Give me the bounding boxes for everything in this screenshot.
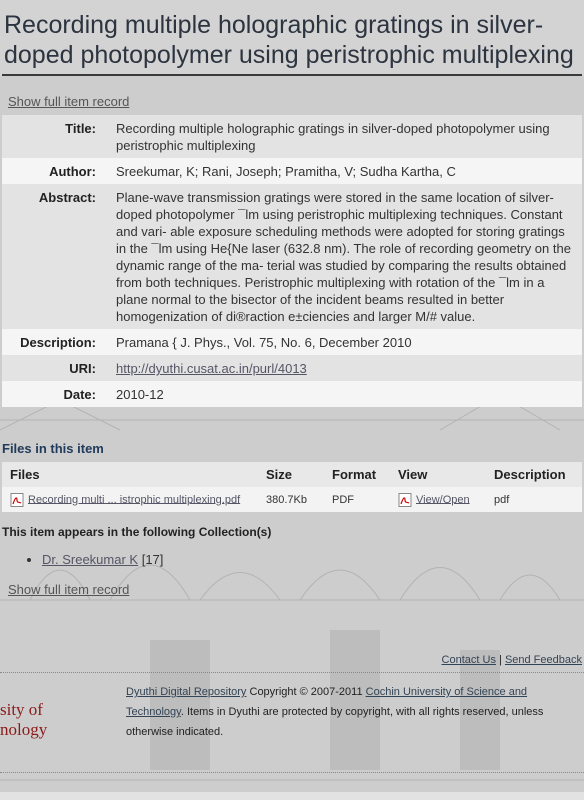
collections-heading: This item appears in the following Collection(s) bbox=[2, 525, 272, 539]
file-format: PDF bbox=[324, 487, 390, 512]
footer-divider bbox=[0, 672, 584, 673]
meta-label: Author: bbox=[2, 158, 102, 184]
files-col-header: Description bbox=[486, 462, 582, 487]
footer-links bbox=[0, 654, 582, 666]
meta-label: URI: bbox=[2, 355, 102, 381]
meta-row-author bbox=[2, 158, 582, 184]
show-full-record-link[interactable]: Show full item record bbox=[8, 94, 130, 109]
files-col-header: Format bbox=[324, 462, 390, 487]
rights-text: . Items in Dyuthi are protected by copyright, with all rights reserved, unless otherwise indicated. bbox=[126, 706, 544, 738]
file-size: 380.7Kb bbox=[258, 487, 324, 512]
meta-value: 2010-12 bbox=[102, 381, 582, 407]
logo-line: sity of bbox=[0, 700, 43, 719]
files-col-header: Files bbox=[2, 462, 258, 487]
file-name-cell bbox=[2, 487, 258, 512]
page-title: Recording multiple holographic gratings in silver-doped photopolymer using peristrophic multiplexing bbox=[2, 6, 582, 76]
collections-list bbox=[0, 552, 584, 567]
file-description: pdf bbox=[486, 487, 582, 512]
pdf-icon bbox=[10, 493, 24, 507]
files-heading: Files in this item bbox=[2, 441, 104, 456]
title-block bbox=[0, 0, 584, 76]
meta-value: Pramana { J. Phys., Vol. 75, No. 6, December 2010 bbox=[102, 329, 582, 355]
list-item bbox=[42, 552, 584, 567]
meta-row-abstract bbox=[2, 184, 582, 329]
university-logo bbox=[0, 700, 47, 740]
meta-row-title bbox=[2, 115, 582, 158]
meta-value: Plane-wave transmission gratings were stored in the same location of silver-doped photopolymer ¯lm using peristrophic multiplexing techniques. Constant and vari- able exposure scheduling methods were adopted for storing gratings in the ¯lm using He{Ne laser (632.8 nm). The role of recording geometry on the dynamic range of the ma- terial was studied by comparing the results obtained from both techniques. Peristrophic multiplexing with rotation of the ¯lm in a plane normal to the bisector of the incident beams resulted in better homogenization of di®raction e±ciencies and larger M/# value. bbox=[102, 184, 582, 329]
pdf-icon bbox=[398, 493, 412, 507]
contact-us-link[interactable]: Contact Us bbox=[441, 654, 496, 666]
footer-copyright bbox=[126, 682, 566, 742]
send-feedback-link[interactable]: Send Feedback bbox=[504, 654, 582, 666]
repository-link[interactable]: Dyuthi Digital Repository bbox=[126, 686, 247, 698]
file-link[interactable]: Recording multi ... istrophic multiplexing.pdf bbox=[28, 493, 241, 506]
files-col-header: Size bbox=[258, 462, 324, 487]
view-open-link[interactable]: View/Open bbox=[416, 493, 470, 506]
meta-label: Description: bbox=[2, 329, 102, 355]
meta-label: Date: bbox=[2, 381, 102, 407]
metadata-table bbox=[2, 115, 582, 407]
meta-row-uri bbox=[2, 355, 582, 381]
footer-separator: | bbox=[499, 654, 502, 666]
file-view-cell bbox=[390, 487, 486, 512]
uri-link[interactable]: http://dyuthi.cusat.ac.in/purl/4013 bbox=[116, 361, 307, 376]
collection-link[interactable]: Dr. Sreekumar K bbox=[42, 552, 139, 567]
meta-value: Recording multiple holographic gratings in silver-doped photopolymer using peristrophic multiplexing bbox=[102, 115, 582, 158]
footer-divider-bottom bbox=[0, 772, 584, 773]
footer-band bbox=[0, 792, 584, 800]
meta-row-description bbox=[2, 329, 582, 355]
meta-label: Title: bbox=[2, 115, 102, 158]
show-full-record-link-bottom[interactable]: Show full item record bbox=[8, 582, 130, 597]
meta-value: Sreekumar, K; Rani, Joseph; Pramitha, V; Sudha Kartha, C bbox=[102, 158, 582, 184]
university-link[interactable]: Cochin University of Science and Technology bbox=[126, 686, 528, 718]
collection-count: [17] bbox=[141, 552, 164, 567]
logo-line: nology bbox=[0, 720, 48, 739]
meta-label: Abstract: bbox=[2, 184, 102, 329]
files-table bbox=[2, 462, 582, 512]
copyright-text: Copyright © 2007-2011 bbox=[246, 686, 366, 698]
meta-row-date bbox=[2, 381, 582, 407]
files-col-header: View bbox=[390, 462, 486, 487]
table-row bbox=[2, 487, 582, 512]
meta-value bbox=[102, 355, 582, 381]
files-header-row bbox=[2, 462, 582, 487]
